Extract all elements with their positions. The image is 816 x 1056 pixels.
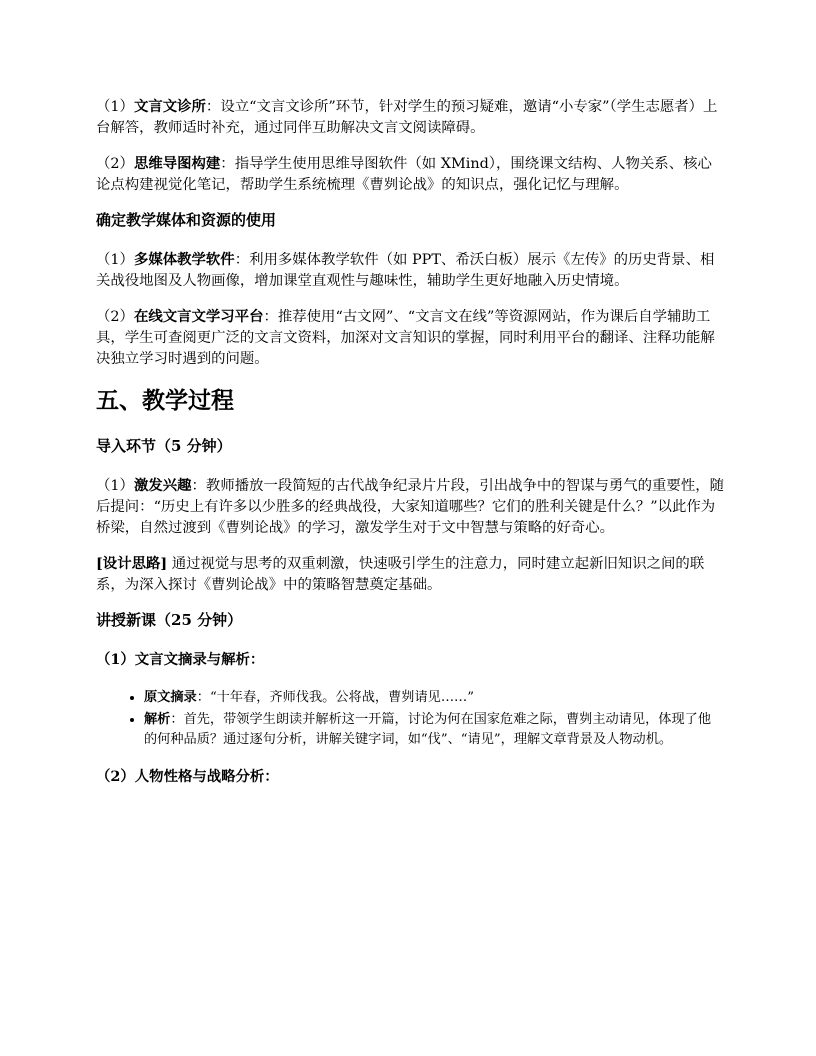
heading-intro: 导入环节（5 分钟）	[96, 437, 232, 455]
paragraph-label: 激发兴趣	[133, 477, 192, 494]
list-item	[144, 710, 724, 750]
paragraph-number: （2）	[96, 156, 134, 172]
paragraph-clinic	[96, 96, 724, 139]
paragraph-number: （2）	[96, 309, 134, 325]
paragraph-online-platform	[96, 306, 724, 370]
subheading-excerpt: （1）文言文摘录与解析：	[96, 651, 265, 668]
paragraph-label: 思维导图构建	[133, 155, 221, 172]
paragraph-text: 推荐使用“古文网”、“文言文在线”等资源网站，作为课后自学辅助工具，学生可查阅更广泛的文言文资料，加深对文言知识的掌握，同时利用平台的翻译、注释功能解决独立学习时遇到的问题。	[96, 309, 715, 367]
paragraph-number: （1）	[96, 252, 134, 268]
paragraph-text: 通过视觉与思考的双重刺激，快速吸引学生的注意力，同时建立起新旧知识之间的联系，为深入探讨《曹刿论战》中的策略智慧奠定基础。	[96, 556, 705, 593]
list-item	[144, 688, 724, 708]
document-page	[96, 96, 724, 805]
paragraph-label: 多媒体教学软件	[133, 251, 235, 268]
bullet-text: 首先，带领学生朗读并解析这一开篇，讨论为何在国家危难之际，曹刿主动请见，体现了他的何种品质？通过逐句分析，讲解关键字词，如“伐”、“请见”，理解文章背景及人物动机。	[144, 712, 712, 747]
paragraph-mindmap	[96, 153, 724, 196]
paragraph-text: 利用多媒体教学软件（如 PPT、希沃白板）展示《左传》的历史背景、相关战役地图及人物画像，增加课堂直观性与趣味性，辅助学生更好地融入历史情境。	[96, 252, 715, 289]
heading-media: 确定教学媒体和资源的使用	[96, 211, 277, 229]
bullet-text: “十年春，齐师伐我。公将战，曹刿请见……”	[209, 690, 474, 705]
paragraph-text: 设立“文言文诊所”环节，针对学生的预习疑难，邀请“小专家”（学生志愿者）上台解答，教师适时补充，通过同伴互助解决文言文阅读障碍。	[96, 99, 718, 136]
paragraph-interest	[96, 475, 724, 539]
paragraph-colon: ：	[234, 252, 250, 268]
bullet-label: 解析	[144, 712, 171, 727]
heading-new-lesson: 讲授新课（25 分钟）	[96, 611, 243, 629]
paragraph-multimedia	[96, 249, 724, 292]
paragraph-text: 教师播放一段简短的古代战争纪录片片段，引出战争中的智谋与勇气的重要性，随后提问：“历史上有许多以少胜多的经典战役，大家知道哪些？它们的胜利关键是什么？”以此作为桥梁，自然过渡到《曹刿论战》的学习，激发学生对于文中智慧与策略的好奇心。	[96, 478, 724, 536]
subheading-character-analysis: （2）人物性格与战略分析：	[96, 768, 279, 785]
heading-teaching-process: 五、教学过程	[96, 387, 234, 414]
bullet-colon: ：	[196, 690, 210, 705]
bullet-label: 原文摘录	[144, 690, 197, 705]
paragraph-number: （1）	[96, 99, 134, 115]
paragraph-number: （1）	[96, 478, 134, 494]
paragraph-text: 指导学生使用思维导图软件（如 XMind），围绕课文结构、人物关系、核心论点构建视觉化笔记，帮助学生系统梳理《曹刿论战》的知识点，强化记忆与理解。	[96, 156, 712, 193]
paragraph-colon: ：	[191, 478, 206, 494]
bullet-colon: ：	[170, 712, 184, 727]
paragraph-label: 文言文诊所	[133, 98, 206, 115]
paragraph-label: [设计思路]	[96, 555, 168, 572]
paragraph-label: 在线文言文学习平台	[133, 308, 264, 325]
paragraph-colon: ：	[263, 309, 278, 325]
paragraph-colon: ：	[205, 99, 221, 115]
paragraph-colon: ：	[220, 156, 235, 172]
paragraph-design-idea	[96, 553, 724, 596]
bullet-list	[96, 688, 724, 750]
